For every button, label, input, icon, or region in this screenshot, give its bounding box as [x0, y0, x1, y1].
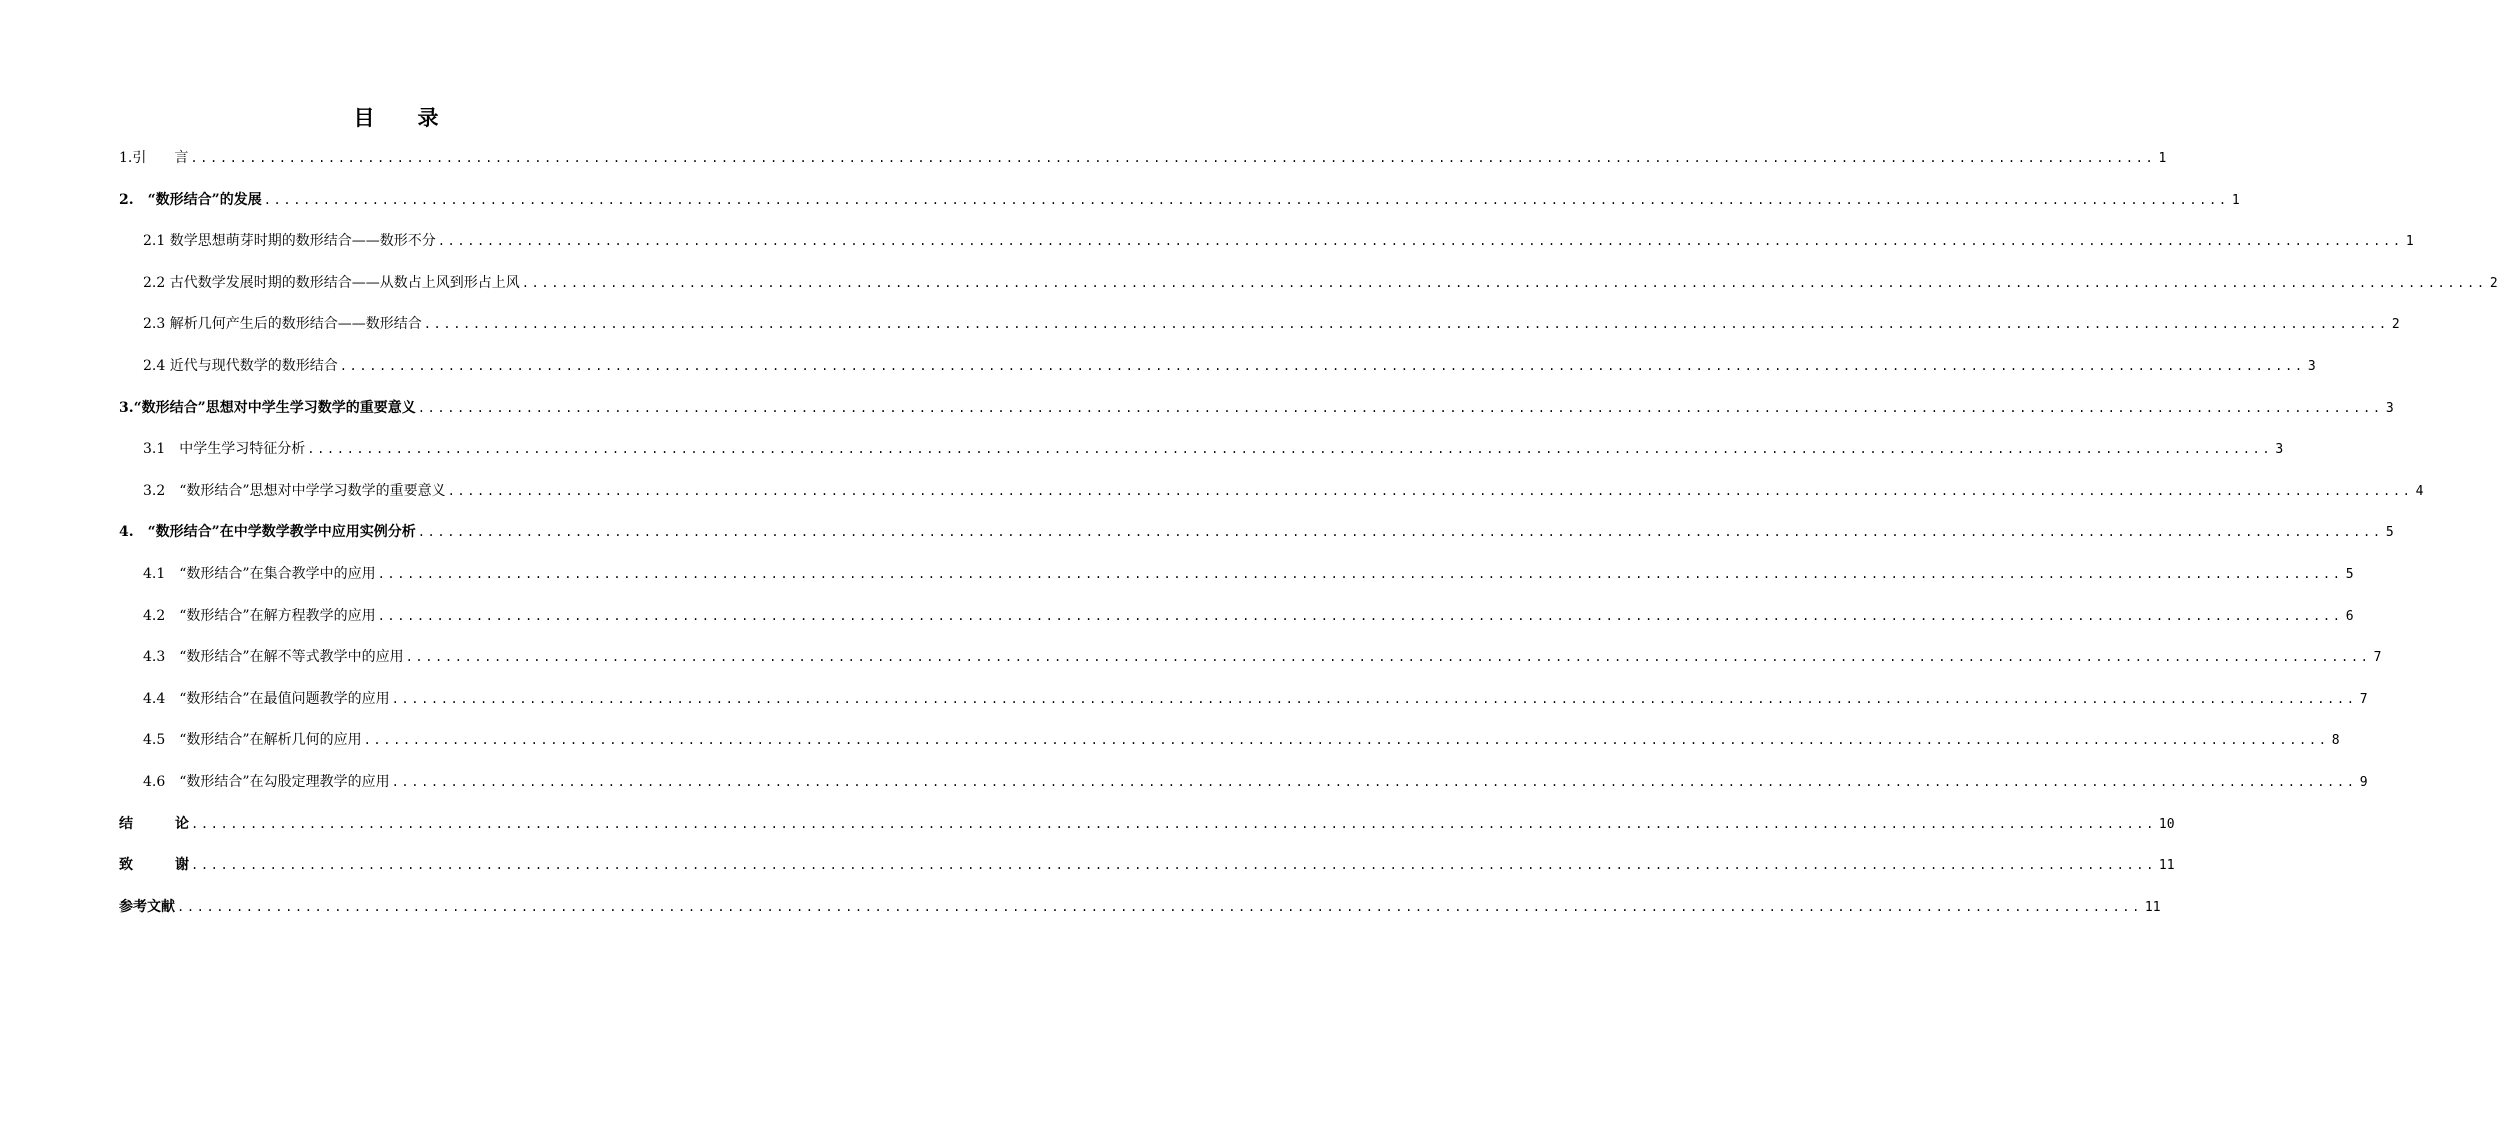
toc-entry[interactable]: [119, 270, 2498, 312]
toc-entry-page-number: 11: [2158, 858, 2175, 874]
toc-entry-page-number: 3: [2275, 442, 2284, 458]
toc-entry-label: 4.4 “数形结合”在最值问题教学的应用: [143, 690, 390, 707]
toc-entry-label: 2.2 古代数学发展时期的数形结合——从数占上风到形占上风: [143, 274, 520, 291]
toc-entry[interactable]: [119, 436, 2284, 478]
toc-entry-label: 4.3 “数形结合”在解不等式教学中的应用: [143, 649, 404, 666]
dot-leader: ........................................................................................................................................................................................................: [521, 275, 2487, 290]
toc-entry-label: 4.2 “数形结合”在解方程教学的应用: [143, 607, 376, 624]
dot-leader: ........................................................................................................................................................................................................: [417, 400, 2383, 415]
toc-entry[interactable]: [119, 519, 2394, 561]
toc-entry-page-number: 3: [2307, 358, 2316, 374]
table-of-contents: [119, 145, 2498, 935]
toc-entry-label: 1.引 言: [119, 150, 189, 166]
dot-leader: ........................................................................................................................................................................................................: [307, 442, 2273, 457]
toc-entry-label: 参考文献: [119, 898, 175, 915]
toc-entry[interactable]: [119, 478, 2424, 520]
toc-entry-label: 4. “数形结合”在中学数学教学中应用实例分析: [119, 524, 416, 541]
toc-entry-page-number: 7: [2373, 650, 2382, 666]
toc-entry-page-number: 5: [2385, 525, 2394, 541]
dot-leader: ........................................................................................................................................................................................................: [263, 192, 2229, 207]
toc-entry[interactable]: [119, 187, 2240, 229]
dot-leader: ........................................................................................................................................................................................................: [391, 691, 2357, 706]
toc-entry-label: 3.2 “数形结合”思想对中学学习数学的重要意义: [143, 482, 446, 499]
toc-entry-label: 4.1 “数形结合”在集合教学中的应用: [143, 565, 376, 582]
toc-entry[interactable]: [119, 145, 2167, 187]
toc-entry[interactable]: [119, 686, 2368, 728]
toc-entry-page-number: 2: [2489, 275, 2498, 291]
toc-entry-page-number: 7: [2359, 691, 2368, 707]
dot-leader: ........................................................................................................................................................................................................: [391, 774, 2357, 789]
title-char-1: 目: [353, 105, 376, 130]
dot-leader: ........................................................................................................................................................................................................: [377, 566, 2343, 581]
dot-leader: ........................................................................................................................................................................................................: [405, 650, 2371, 665]
toc-entry-page-number: 4: [2415, 483, 2424, 499]
dot-leader: ........................................................................................................................................................................................................: [190, 151, 2156, 165]
toc-entry-label: 2. “数形结合”的发展: [119, 191, 262, 208]
toc-entry-label: 结 论: [119, 815, 189, 832]
dot-leader: ........................................................................................................................................................................................................: [437, 234, 2403, 249]
dot-leader: ........................................................................................................................................................................................................: [377, 608, 2343, 623]
dot-leader: ........................................................................................................................................................................................................: [191, 858, 2156, 873]
toc-entry[interactable]: [119, 561, 2354, 603]
toc-entry[interactable]: [119, 769, 2368, 811]
toc-entry-page-number: 1: [2405, 234, 2414, 250]
toc-entry-page-number: 2: [2391, 317, 2400, 333]
title-char-2: 录: [417, 105, 440, 130]
toc-entry-label: 2.3 解析几何产生后的数形结合——数形结合: [143, 316, 422, 333]
toc-entry-page-number: 11: [2144, 899, 2161, 915]
toc-entry[interactable]: [119, 727, 2340, 769]
toc-entry-page-number: 1: [2158, 151, 2167, 166]
toc-entry[interactable]: [119, 894, 2161, 936]
dot-leader: ........................................................................................................................................................................................................: [339, 358, 2305, 373]
toc-entry-page-number: 3: [2385, 400, 2394, 416]
toc-entry-label: 4.5 “数形结合”在解析几何的应用: [143, 732, 362, 749]
toc-entry[interactable]: [119, 811, 2175, 853]
toc-entry[interactable]: [119, 395, 2394, 437]
toc-entry-label: 3.1 中学生学习特征分析: [143, 441, 306, 458]
toc-entry[interactable]: [119, 603, 2354, 645]
toc-entry-page-number: 10: [2158, 816, 2175, 832]
toc-entry-page-number: 9: [2359, 774, 2368, 790]
dot-leader: ........................................................................................................................................................................................................: [417, 525, 2383, 540]
toc-entry[interactable]: [119, 311, 2400, 353]
toc-entry-label: 致 谢: [119, 857, 189, 874]
toc-entry[interactable]: [119, 644, 2382, 686]
toc-entry-page-number: 6: [2345, 608, 2354, 624]
dot-leader: ........................................................................................................................................................................................................: [191, 816, 2156, 831]
toc-entry-page-number: 8: [2331, 733, 2340, 749]
toc-entry[interactable]: [119, 353, 2316, 395]
toc-entry-label: 2.4 近代与现代数学的数形结合: [143, 357, 338, 374]
toc-entry-page-number: 5: [2345, 566, 2354, 582]
page-title: [0, 102, 793, 132]
toc-entry[interactable]: [119, 852, 2175, 894]
dot-leader: ........................................................................................................................................................................................................: [363, 733, 2329, 748]
toc-entry-label: 2.1 数学思想萌芽时期的数形结合——数形不分: [143, 233, 436, 250]
toc-entry[interactable]: [119, 228, 2414, 270]
toc-entry-label: 3.“数形结合”思想对中学生学习数学的重要意义: [119, 399, 416, 416]
toc-entry-label: 4.6 “数形结合”在勾股定理教学的应用: [143, 773, 390, 790]
dot-leader: ........................................................................................................................................................................................................: [177, 899, 2142, 914]
dot-leader: ........................................................................................................................................................................................................: [447, 483, 2413, 498]
dot-leader: ........................................................................................................................................................................................................: [423, 317, 2389, 332]
toc-entry-page-number: 1: [2231, 192, 2240, 208]
